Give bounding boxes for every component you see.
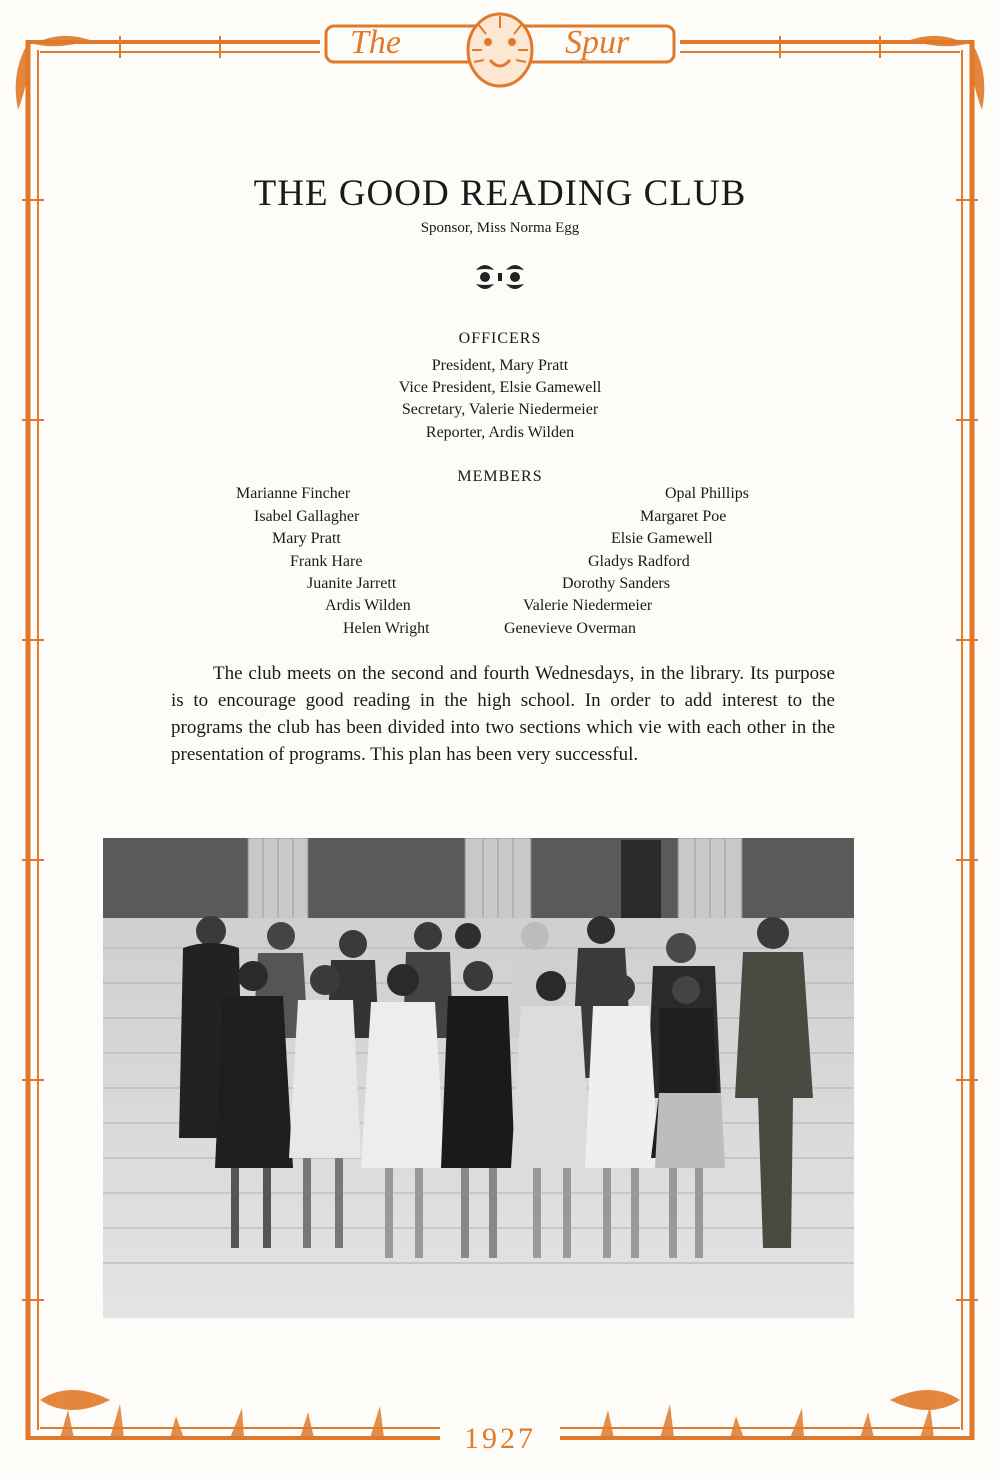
member-right: Margaret Poe	[640, 508, 727, 525]
officer-vice-president: Vice President, Elsie Gamewell	[398, 379, 602, 396]
officer-reporter: Reporter, Ardis Wilden	[425, 424, 575, 441]
member-right: Gladys Radford	[588, 553, 690, 570]
member-left: Helen Wright	[343, 620, 430, 637]
member-right: Valerie Niedermeier	[523, 597, 653, 614]
member-right: Dorothy Sanders	[562, 575, 670, 592]
page-title: THE GOOD READING CLUB	[253, 173, 747, 214]
group-photo	[103, 838, 854, 1318]
member-left: Marianne Fincher	[236, 485, 351, 502]
header-word-right: Spur	[565, 24, 630, 61]
officer-secretary: Secretary, Valerie Niedermeier	[401, 401, 599, 418]
member-left: Ardis Wilden	[325, 597, 411, 614]
club-description: The club meets on the second and fourth Wednesdays, in the library. Its purpose is to encourage good reading in the high school. In order to add interest to the programs the club has been divided into two sections which vie with each other in the presentation of programs. This plan has been very successful.	[171, 663, 835, 765]
member-left: Mary Pratt	[272, 530, 341, 547]
members-heading: MEMBERS	[457, 468, 543, 485]
member-left: Juanite Jarrett	[307, 575, 397, 592]
member-left: Isabel Gallagher	[254, 508, 360, 525]
officer-president: President, Mary Pratt	[431, 357, 569, 374]
member-left: Frank Hare	[290, 553, 363, 570]
tiger-head-icon	[460, 10, 540, 100]
member-right: Elsie Gamewell	[611, 530, 713, 547]
sponsor-line: Sponsor, Miss Norma Egg	[420, 220, 580, 236]
footer-year: 1927	[464, 1422, 536, 1455]
fleuron-ornament-icon	[470, 260, 530, 294]
member-right: Opal Phillips	[665, 485, 750, 502]
header-word-left: The	[350, 24, 401, 61]
member-right: Genevieve Overman	[504, 620, 636, 637]
officers-heading: OFFICERS	[458, 330, 542, 347]
header-banner	[320, 14, 680, 74]
